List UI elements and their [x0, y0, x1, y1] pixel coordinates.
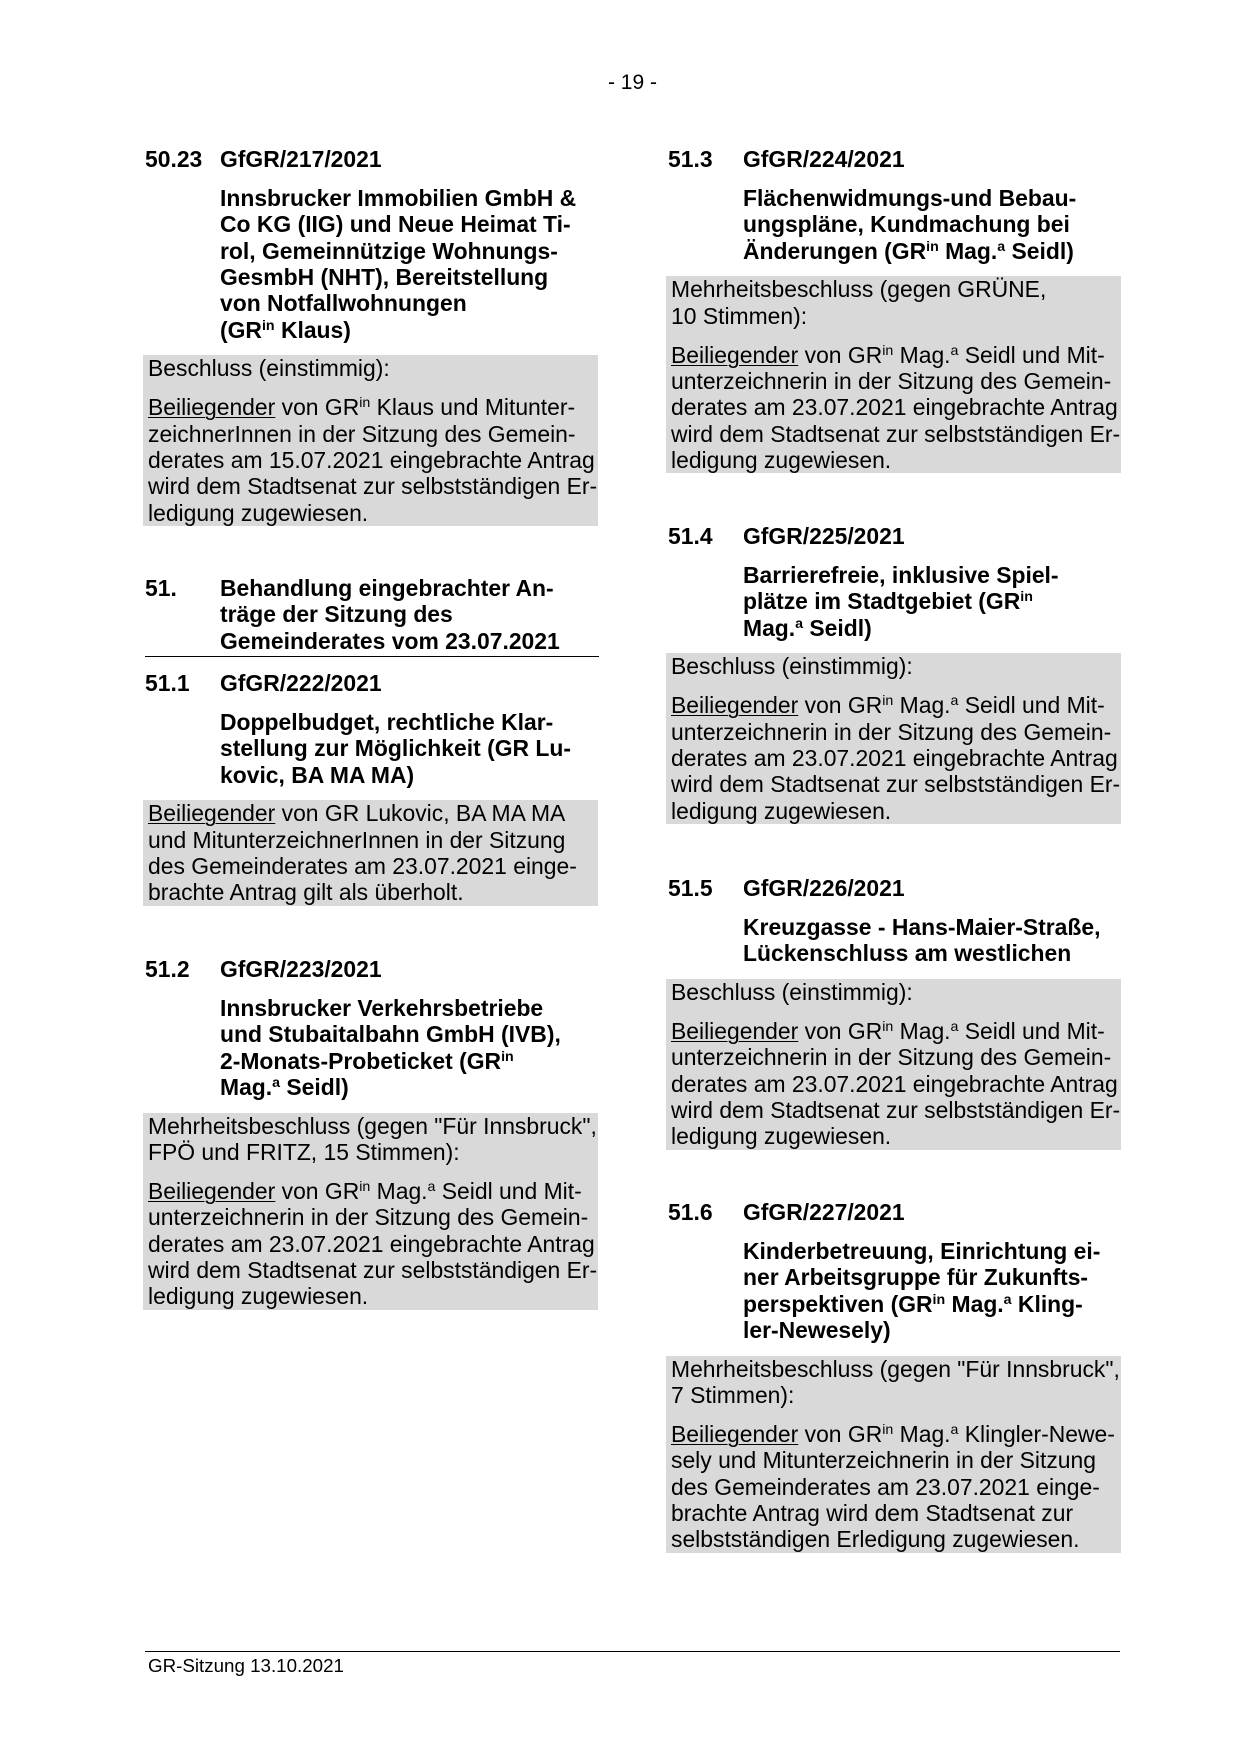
underlined-text: Beiliegender: [148, 394, 276, 421]
text-line: [671, 1097, 1121, 1123]
text-line: [743, 914, 1122, 940]
text-run: Seidl): [280, 1073, 349, 1100]
text-line: [671, 1071, 1121, 1097]
text-run: brachte Antrag gilt als überholt.: [148, 879, 464, 906]
text-run: Klingler-Newe-: [958, 1420, 1115, 1447]
item-title: [743, 914, 1122, 967]
text-line: [671, 1123, 1121, 1149]
underlined-text: Beiliegender: [148, 1177, 276, 1204]
resolution-type: [671, 653, 1121, 679]
text-line: [743, 238, 1122, 264]
text-run: plätze im Stadtgebiet (GR: [743, 588, 1021, 615]
text-run: Beschluss (einstimmig):: [148, 355, 390, 382]
item-number: 51.2: [145, 956, 190, 982]
agenda-item-51-4: [668, 523, 1122, 824]
text-line: [220, 995, 599, 1021]
text-run: 2-Monats-Probeticket (GR: [220, 1047, 502, 1074]
text-run: Flächenwidmungs-und Bebau-: [743, 184, 1077, 211]
superscript: a: [272, 1075, 281, 1092]
text-line: [148, 1178, 598, 1204]
text-run: Seidl und Mit-: [958, 341, 1105, 368]
item-code: GfGR/225/2021: [743, 523, 905, 549]
text-line: [743, 562, 1122, 588]
text-line: [671, 1474, 1121, 1500]
agenda-item-51-5: [668, 875, 1122, 1150]
text-run: von Notfallwohnungen: [220, 290, 467, 317]
text-run: Mag.: [743, 614, 796, 641]
item-title: [743, 562, 1122, 641]
resolution-text: [671, 1018, 1121, 1150]
superscript: in: [359, 395, 371, 412]
text-line: [220, 762, 599, 788]
text-line: [743, 1238, 1122, 1264]
underlined-text: Beiliegender: [148, 800, 276, 827]
text-run: Seidl): [803, 614, 872, 641]
text-line: [148, 1113, 598, 1139]
superscript: a: [795, 615, 804, 632]
text-run: derates am 23.07.2021 eingebrachte Antrag: [671, 744, 1118, 771]
resolution-type: [671, 1356, 1121, 1409]
text-run: Mag.: [893, 1420, 951, 1447]
text-line: [743, 588, 1122, 614]
superscript: a: [997, 238, 1006, 255]
text-line: [743, 615, 1122, 641]
agenda-item-51-2: [145, 956, 599, 1310]
text-line: [671, 303, 1121, 329]
text-run: von GR: [275, 1177, 360, 1204]
underlined-text: Beiliegender: [671, 692, 799, 719]
text-line: [220, 628, 599, 654]
text-run: rol, Gemeinnützige Wohnungs-: [220, 237, 558, 264]
superscript: a: [427, 1179, 436, 1196]
text-run: Innsbrucker Immobilien GmbH &: [220, 184, 577, 211]
text-run: wird dem Stadtsenat zur selbstständigen Er-: [671, 420, 1121, 447]
item-number: 51.1: [145, 670, 190, 696]
text-run: Doppelbudget, rechtliche Klar-: [220, 708, 554, 735]
text-run: 7 Stimmen):: [671, 1382, 795, 1409]
text-line: [671, 368, 1121, 394]
text-run: wird dem Stadtsenat zur selbstständigen Er-: [148, 1256, 598, 1283]
text-run: Seidl): [1005, 237, 1074, 264]
text-line: [148, 1204, 598, 1230]
text-line: [220, 601, 599, 627]
text-line: [743, 1317, 1122, 1343]
text-run: und MitunterzeichnerInnen in der Sitzung: [148, 826, 566, 853]
text-run: ledigung zugewiesen.: [148, 1283, 369, 1310]
text-run: des Gemeinderates am 23.07.2021 einge-: [148, 853, 577, 880]
item-header: [668, 146, 1122, 172]
text-line: [671, 798, 1121, 824]
item-header: [668, 875, 1122, 901]
item-number: 51.4: [668, 523, 713, 549]
item-header: [145, 670, 599, 696]
text-run: unterzeichnerin in der Sitzung des Gemein-: [671, 367, 1112, 394]
item-code: GfGR/222/2021: [220, 670, 382, 696]
text-line: [148, 800, 598, 826]
resolution-text: [148, 394, 598, 526]
text-line: [671, 1421, 1121, 1447]
text-run: Seidl und Mit-: [435, 1177, 582, 1204]
item-header: [668, 1199, 1122, 1225]
text-run: GesmbH (NHT), Bereitstellung: [220, 263, 549, 290]
item-number: 51.6: [668, 1199, 713, 1225]
text-run: Änderungen (GR: [743, 237, 927, 264]
text-line: [220, 264, 599, 290]
resolution-text: [148, 800, 598, 905]
item-header: [145, 956, 599, 982]
superscript: in: [261, 317, 275, 334]
text-run: von GR: [798, 1017, 883, 1044]
text-line: [743, 1264, 1122, 1290]
item-code: GfGR/224/2021: [743, 146, 905, 172]
text-run: Co KG (IIG) und Neue Heimat Ti-: [220, 211, 571, 238]
text-run: Gemeinderates vom 23.07.2021: [220, 627, 560, 654]
text-line: [671, 1044, 1121, 1070]
text-line: [220, 317, 599, 343]
superscript: in: [501, 1048, 514, 1065]
item-number: 50.23: [145, 146, 203, 172]
text-line: [148, 500, 598, 526]
text-run: ledigung zugewiesen.: [671, 797, 892, 824]
text-run: FPÖ und FRITZ, 15 Stimmen):: [148, 1139, 460, 1166]
text-line: [743, 940, 1122, 966]
superscript: in: [932, 1291, 946, 1308]
text-run: Mehrheitsbeschluss (gegen GRÜNE,: [671, 276, 1047, 303]
resolution-box: [666, 276, 1121, 473]
resolution-type: [148, 355, 598, 381]
page-number: - 19 -: [607, 71, 657, 94]
item-title: [743, 185, 1122, 264]
text-line: [220, 1021, 599, 1047]
text-run: Mag.: [938, 237, 998, 264]
text-run: Mag.: [893, 692, 951, 719]
text-line: [743, 211, 1122, 237]
text-run: von GR: [798, 692, 883, 719]
text-line: [671, 276, 1121, 302]
text-line: [148, 447, 598, 473]
resolution-box: [666, 653, 1121, 824]
section-heading: [220, 575, 599, 654]
superscript: a: [950, 342, 959, 359]
resolution-text: [671, 692, 1121, 824]
item-header: [145, 146, 599, 172]
resolution-box: [143, 355, 598, 526]
agenda-item-50-23: [145, 146, 599, 526]
text-run: träge der Sitzung des: [220, 601, 453, 628]
item-title: [743, 1238, 1122, 1343]
text-run: Mag.: [893, 341, 951, 368]
item-code: GfGR/223/2021: [220, 956, 382, 982]
text-line: [671, 1447, 1121, 1473]
agenda-item-51-6: [668, 1199, 1122, 1553]
right-column: [668, 0, 1122, 1754]
text-run: derates am 23.07.2021 eingebrachte Antrag: [671, 1070, 1118, 1097]
text-run: Kinderbetreuung, Einrichtung ei-: [743, 1237, 1101, 1264]
text-run: 10 Stimmen):: [671, 302, 808, 329]
text-run: Klaus und Mitunter-: [370, 394, 576, 421]
text-line: [671, 394, 1121, 420]
resolution-text: [148, 1178, 598, 1310]
superscript: a: [1003, 1291, 1012, 1308]
superscript: in: [926, 238, 939, 255]
resolution-box: [143, 800, 598, 905]
text-line: [671, 979, 1121, 1005]
text-run: zeichnerInnen in der Sitzung des Gemein-: [148, 420, 576, 447]
text-line: [671, 1018, 1121, 1044]
superscript: in: [882, 1422, 894, 1439]
resolution-type: [671, 276, 1121, 329]
left-column: [145, 0, 599, 1754]
text-run: ledigung zugewiesen.: [148, 499, 369, 526]
item-title: [220, 185, 599, 343]
text-run: von GR: [798, 341, 883, 368]
agenda-item-51-3: [668, 146, 1122, 473]
text-run: (GR: [220, 316, 262, 343]
footer-text: GR-Sitzung 13.10.2021: [148, 1655, 344, 1676]
text-line: [148, 355, 598, 381]
text-run: ledigung zugewiesen.: [671, 1123, 892, 1150]
item-title: [220, 709, 599, 788]
text-run: ledigung zugewiesen.: [671, 446, 892, 473]
superscript: a: [950, 693, 959, 710]
item-code: GfGR/227/2021: [743, 1199, 905, 1225]
resolution-box: [666, 1356, 1121, 1553]
text-line: [220, 211, 599, 237]
section-number: 51.: [145, 575, 177, 601]
text-run: ler-Newesely): [743, 1316, 891, 1343]
text-run: Mehrheitsbeschluss (gegen "Für Innsbruck",: [148, 1112, 597, 1139]
text-run: wird dem Stadtsenat zur selbstständigen Er-: [671, 771, 1121, 798]
text-line: [671, 719, 1121, 745]
text-run: derates am 23.07.2021 eingebrachte Antrag: [148, 1230, 595, 1257]
text-line: [671, 342, 1121, 368]
resolution-text: [671, 1421, 1121, 1553]
text-line: [671, 653, 1121, 679]
text-line: [220, 1074, 599, 1100]
resolution-box: [143, 1113, 598, 1310]
text-line: [148, 1283, 598, 1309]
text-run: und Stubaitalbahn GmbH (IVB),: [220, 1021, 561, 1048]
text-line: [671, 1526, 1121, 1552]
text-run: Mehrheitsbeschluss (gegen "Für Innsbruck",: [671, 1355, 1120, 1382]
text-line: [743, 1291, 1122, 1317]
resolution-type: [148, 1113, 598, 1166]
text-line: [220, 709, 599, 735]
text-line: [220, 290, 599, 316]
text-run: Mag.: [893, 1017, 951, 1044]
text-run: Mag.: [220, 1073, 273, 1100]
text-line: [148, 1139, 598, 1165]
text-line: [671, 1356, 1121, 1382]
item-header: [668, 523, 1122, 549]
text-line: [671, 771, 1121, 797]
superscript: a: [950, 1422, 959, 1439]
text-run: stellung zur Möglichkeit (GR Lu-: [220, 735, 571, 762]
text-run: Beschluss (einstimmig):: [671, 653, 913, 680]
text-line: [148, 853, 598, 879]
item-number: 51.5: [668, 875, 713, 901]
text-line: [148, 421, 598, 447]
text-line: [671, 421, 1121, 447]
text-run: Klaus): [274, 316, 351, 343]
text-run: wird dem Stadtsenat zur selbstständigen Er-: [671, 1096, 1121, 1123]
text-run: perspektiven (GR: [743, 1290, 933, 1317]
text-line: [148, 394, 598, 420]
superscript: in: [882, 693, 894, 710]
text-line: [671, 692, 1121, 718]
agenda-item-51: [145, 575, 599, 657]
superscript: in: [882, 342, 894, 359]
text-run: derates am 15.07.2021 eingebrachte Antrag: [148, 446, 595, 473]
item-title: [220, 995, 599, 1100]
text-run: ner Arbeitsgruppe für Zukunfts-: [743, 1264, 1089, 1291]
text-line: [671, 1500, 1121, 1526]
text-line: [220, 575, 599, 601]
text-line: [220, 185, 599, 211]
text-run: Behandlung eingebrachter An-: [220, 575, 554, 601]
superscript: in: [882, 1019, 894, 1036]
text-run: kovic, BA MA MA): [220, 761, 415, 788]
resolution-type: [671, 979, 1121, 1005]
text-run: sely und Mitunterzeichnerin in der Sitzung: [671, 1447, 1096, 1474]
underlined-text: Beiliegender: [671, 1017, 799, 1044]
page-footer: [145, 1651, 1120, 1676]
text-run: Kling-: [1011, 1290, 1083, 1317]
item-code: GfGR/217/2021: [220, 146, 382, 172]
underlined-text: Beiliegender: [671, 1420, 799, 1447]
item-code: GfGR/226/2021: [743, 875, 905, 901]
text-run: unterzeichnerin in der Sitzung des Gemein-: [671, 1044, 1112, 1071]
superscript: in: [359, 1179, 371, 1196]
superscript: in: [1020, 589, 1033, 606]
agenda-item-51-1: [145, 670, 599, 906]
text-line: [220, 1048, 599, 1074]
text-line: [148, 827, 598, 853]
text-line: [148, 879, 598, 905]
text-line: [220, 735, 599, 761]
text-run: derates am 23.07.2021 eingebrachte Antrag: [671, 394, 1118, 421]
text-line: [148, 473, 598, 499]
text-run: Mag.: [370, 1177, 428, 1204]
text-run: unterzeichnerin in der Sitzung des Gemein-: [671, 718, 1112, 745]
resolution-text: [671, 342, 1121, 474]
text-run: brachte Antrag wird dem Stadtsenat zur: [671, 1499, 1074, 1526]
text-run: Seidl und Mit-: [958, 692, 1105, 719]
text-line: [671, 745, 1121, 771]
text-run: ungspläne, Kundmachung bei: [743, 211, 1070, 238]
text-run: selbstständigen Erledigung zugewiesen.: [671, 1526, 1080, 1553]
text-run: wird dem Stadtsenat zur selbstständigen Er-: [148, 473, 598, 500]
text-line: [148, 1231, 598, 1257]
text-run: Kreuzgasse - Hans-Maier-Straße,: [743, 913, 1101, 940]
underlined-text: Beiliegender: [671, 341, 799, 368]
text-line: [148, 1257, 598, 1283]
text-line: [671, 1382, 1121, 1408]
text-run: von GR: [275, 394, 360, 421]
text-run: von GR: [798, 1420, 883, 1447]
text-run: unterzeichnerin in der Sitzung des Gemein-: [148, 1204, 589, 1231]
item-number: 51.3: [668, 146, 713, 172]
text-run: Lückenschluss am westlichen: [743, 940, 1072, 967]
text-run: Barrierefreie, inklusive Spiel-: [743, 561, 1059, 588]
text-run: des Gemeinderates am 23.07.2021 einge-: [671, 1473, 1100, 1500]
text-run: Seidl und Mit-: [958, 1017, 1105, 1044]
text-run: Mag.: [945, 1290, 1004, 1317]
text-line: [743, 185, 1122, 211]
text-run: Beschluss (einstimmig):: [671, 979, 913, 1006]
text-line: [220, 238, 599, 264]
text-run: Innsbrucker Verkehrsbetriebe: [220, 994, 544, 1021]
superscript: a: [950, 1019, 959, 1036]
text-line: [671, 447, 1121, 473]
resolution-box: [666, 979, 1121, 1150]
text-run: von GR Lukovic, BA MA MA: [275, 800, 566, 827]
